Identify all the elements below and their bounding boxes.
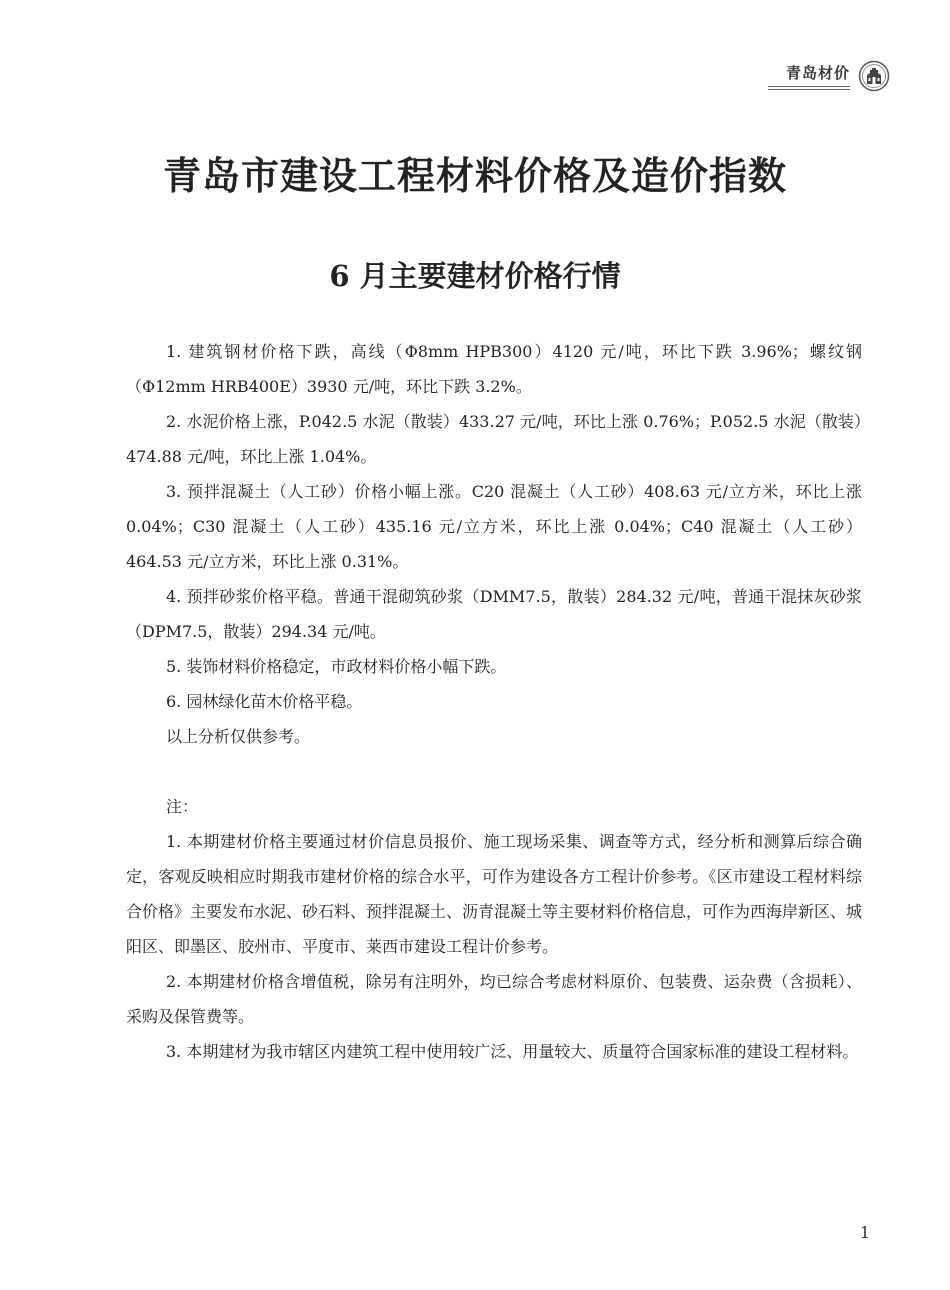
building-emblem-icon xyxy=(858,60,890,92)
header-brand xyxy=(768,58,890,94)
paragraph-decoration: 5. 装饰材料价格稳定，市政材料价格小幅下跌。 xyxy=(166,657,507,676)
brand-block xyxy=(768,63,850,90)
paragraph-disclaimer: 以上分析仅供参考。 xyxy=(166,727,311,746)
brand-name: 青岛材价 xyxy=(785,63,850,82)
page-number: 1 xyxy=(859,1223,870,1242)
section-gap xyxy=(126,754,862,789)
paragraph-concrete: 3. 预拌混凝土（人工砂）价格小幅上涨。C20 混凝土（人工砂）408.63 元/立方米，环比上涨 0.04%；C30 混凝土（人工砂）435.16 元/立方米，环比上涨 0.04%；C40 混凝土（人工砂）464.53 元/立方米，环比上涨 0.31%。 xyxy=(126,482,862,571)
note-item: 2. 本期建材价格含增值税，除另有注明外，均已综合考虑材料原价、包装费、运杂费（含损耗）、采购及保管费等。 xyxy=(126,972,862,1026)
paragraph-landscaping: 6. 园林绿化苗木价格平稳。 xyxy=(166,692,363,711)
brand-underline xyxy=(768,86,850,90)
note-item: 1. 本期建材价格主要通过材价信息员报价、施工现场采集、调查等方式，经分析和测算后综合确定，客观反映相应时期我市建材价格的综合水平，可作为建设各方工程计价参考。《区市建设工程材料综合价格》主要发布水泥、砂石料、预拌混凝土、沥青混凝土等主要材料价格信息，可作为西海岸新区、城阳区、即墨区、胶州市、平度市、莱西市建设工程计价参考。 xyxy=(126,832,863,956)
article-body xyxy=(126,334,862,1069)
notes-label: 注： xyxy=(166,797,199,816)
paragraph-mortar: 4. 预拌砂浆价格平稳。普通干混砌筑砂浆（DMM7.5，散装）284.32 元/吨，普通干混抹灰砂浆（DPM7.5，散装）294.34 元/吨。 xyxy=(126,587,862,641)
page-subtitle: 6 月主要建材价格行情 xyxy=(329,259,621,294)
paragraph-steel: 1. 建筑钢材价格下跌，高线（Φ8mm HPB300）4120 元/吨，环比下跌 3.96%；螺纹钢（Φ12mm HRB400E）3930 元/吨，环比下跌 3.2%。 xyxy=(126,342,862,396)
paragraph-cement: 2. 水泥价格上涨，P.042.5 水泥（散装）433.27 元/吨，环比上涨 0.76%；P.052.5 水泥（散装）474.88 元/吨，环比上涨 1.04%。 xyxy=(126,412,862,466)
page-title: 青岛市建设工程材料价格及造价指数 xyxy=(162,154,787,199)
note-item: 3. 本期建材为我市辖区内建筑工程中使用较广泛、用量较大、质量符合国家标准的建设工程材料。 xyxy=(166,1042,859,1061)
